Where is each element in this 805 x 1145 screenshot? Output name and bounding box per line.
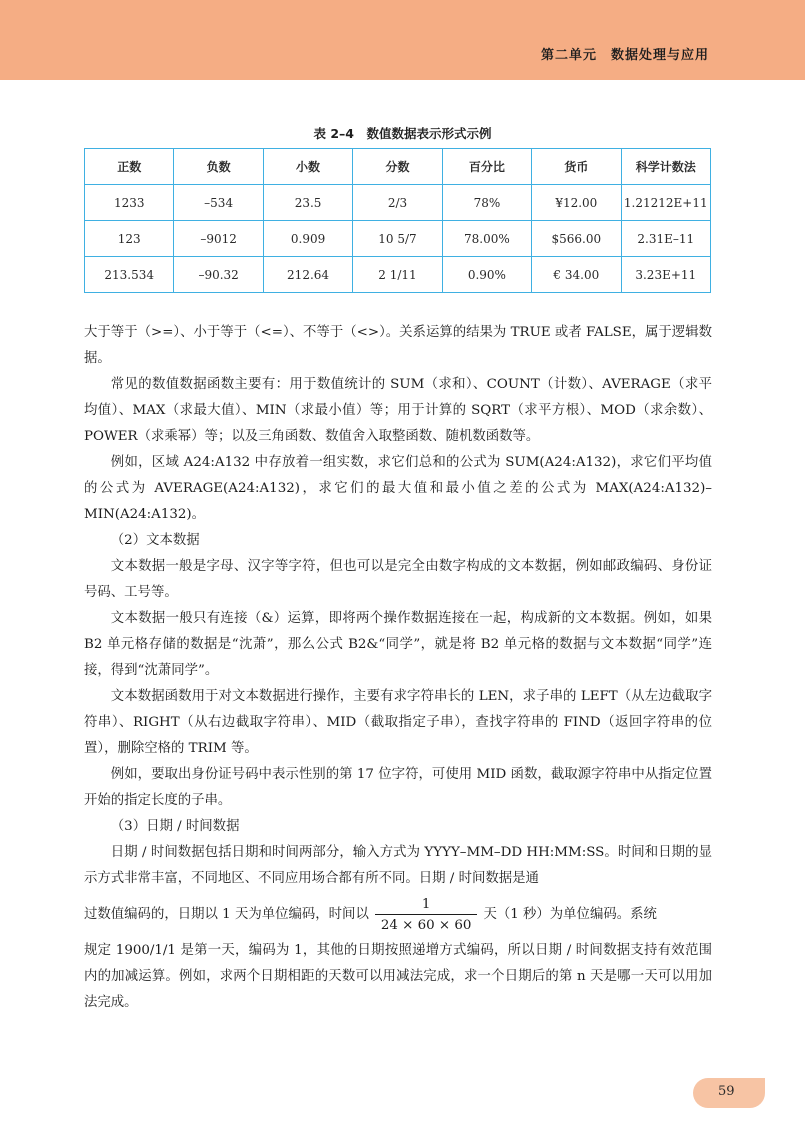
numeric-format-table bbox=[84, 148, 711, 293]
table-cell: 3.23E+11 bbox=[621, 257, 710, 293]
table-caption: 表 2–4 数值数据表示形式示例 bbox=[313, 126, 492, 141]
table-cell: 1.21212E+11 bbox=[621, 185, 710, 221]
paragraph: 例如，要取出身份证号码中表示性别的第 17 位字符，可使用 MID 函数，截取源字符串中从指定位置开始的指定长度的子串。 bbox=[84, 767, 712, 808]
paragraph: 例如，区域 A24:A132 中存放着一组实数，求它们总和的公式为 SUM(A24:A132)，求它们平均值的公式为 AVERAGE(A24:A132)，求它们的最大值和最小值之差的公式为 MAX(A24:A132)–MIN(A24:A132)。 bbox=[84, 455, 712, 522]
table-header-cell: 百分比 bbox=[442, 149, 531, 185]
table-cell: 78% bbox=[442, 185, 531, 221]
table-header-cell: 科学计数法 bbox=[621, 149, 710, 185]
table-header-cell: 小数 bbox=[263, 149, 352, 185]
table-cell: –9012 bbox=[174, 221, 263, 257]
table-cell: 10 5/7 bbox=[353, 221, 442, 257]
table-cell: 2 1/11 bbox=[353, 257, 442, 293]
body-text bbox=[84, 320, 712, 1016]
paragraph: 大于等于（>=）、小于等于（<=）、不等于（<>）。关系运算的结果为 TRUE 或者 FALSE，属于逻辑数据。 bbox=[84, 325, 712, 366]
table-cell: 212.64 bbox=[263, 257, 352, 293]
table-cell: 2/3 bbox=[353, 185, 442, 221]
table-cell: 0.90% bbox=[442, 257, 531, 293]
fraction-denominator: 24 × 60 × 60 bbox=[375, 914, 478, 935]
table-row bbox=[85, 257, 711, 293]
table-row bbox=[85, 185, 711, 221]
paragraph: 规定 1900/1/1 是第一天，编码为 1，其他的日期按照递增方式编码，所以日期 / 时间数据支持有效范围内的加减运算。例如，求两个日期相距的天数可以用减法完成，求一个日期后的第 n 天是哪一天可以用加法完成。 bbox=[84, 943, 712, 1010]
table-cell: € 34.00 bbox=[532, 257, 621, 293]
table-header-cell: 分数 bbox=[353, 149, 442, 185]
table-cell: 23.5 bbox=[263, 185, 352, 221]
table-cell: 2.31E–11 bbox=[621, 221, 710, 257]
fraction-numerator: 1 bbox=[421, 896, 431, 912]
section-heading-datetime-data: （3）日期 / 时间数据 bbox=[110, 819, 240, 834]
section-heading-text-data: （2）文本数据 bbox=[110, 533, 200, 548]
table-header-row bbox=[85, 149, 711, 185]
header-band bbox=[0, 0, 805, 80]
fraction-line-before: 过数值编码的，日期以 1 天为单位编码，时间以 bbox=[84, 907, 369, 922]
paragraph: 常见的数值数据函数主要有：用于数值统计的 SUM（求和）、COUNT（计数）、AVERAGE（求平均值）、MAX（求最大值）、MIN（求最小值）等；用于计算的 SQRT（求平方根）、MOD（求余数）、POWER（求乘幂）等；以及三角函数、数值舍入取整函数、随机数函数等。 bbox=[84, 377, 712, 444]
table-header-cell: 负数 bbox=[174, 149, 263, 185]
fraction-line bbox=[84, 892, 712, 938]
paragraph: 文本数据一般是字母、汉字等字符，但也可以是完全由数字构成的文本数据，例如邮政编码、身份证号码、工号等。 bbox=[84, 559, 712, 600]
table-cell: ¥12.00 bbox=[532, 185, 621, 221]
paragraph: 文本数据一般只有连接（&）运算，即将两个操作数据连接在一起，构成新的文本数据。例如，如果 B2 单元格存储的数据是“沈萧”，那么公式 B2&“同学”，就是将 B2 单元格的数据与文本数据“同学”连接，得到“沈萧同学”。 bbox=[84, 611, 712, 678]
chapter-title: 第二单元 数据处理与应用 bbox=[540, 48, 709, 63]
table-row bbox=[85, 221, 711, 257]
table-cell: 123 bbox=[85, 221, 174, 257]
table-cell: 78.00% bbox=[442, 221, 531, 257]
table-cell: 0.909 bbox=[263, 221, 352, 257]
table-cell: –534 bbox=[174, 185, 263, 221]
paragraph: 日期 / 时间数据包括日期和时间两部分，输入方式为 YYYY–MM–DD HH:MM:SS。时间和日期的显示方式非常丰富，不同地区、不同应用场合都有所不同。日期 / 时间数据是通 bbox=[84, 845, 712, 886]
table-cell: 213.534 bbox=[85, 257, 174, 293]
page-number: 59 bbox=[718, 1084, 735, 1099]
fraction-line-after: 天（1 秒）为单位编码。系统 bbox=[483, 907, 657, 922]
fraction bbox=[375, 896, 478, 935]
table-cell: –90.32 bbox=[174, 257, 263, 293]
table-cell: $566.00 bbox=[532, 221, 621, 257]
table-header-cell: 正数 bbox=[85, 149, 174, 185]
paragraph: 文本数据函数用于对文本数据进行操作，主要有求字符串长的 LEN，求子串的 LEFT（从左边截取字符串）、RIGHT（从右边截取字符串）、MID（截取指定子串），查找字符串的 FIND（返回字符串的位置），删除空格的 TRIM 等。 bbox=[84, 689, 712, 756]
table-header-cell: 货币 bbox=[532, 149, 621, 185]
table-cell: 1233 bbox=[85, 185, 174, 221]
